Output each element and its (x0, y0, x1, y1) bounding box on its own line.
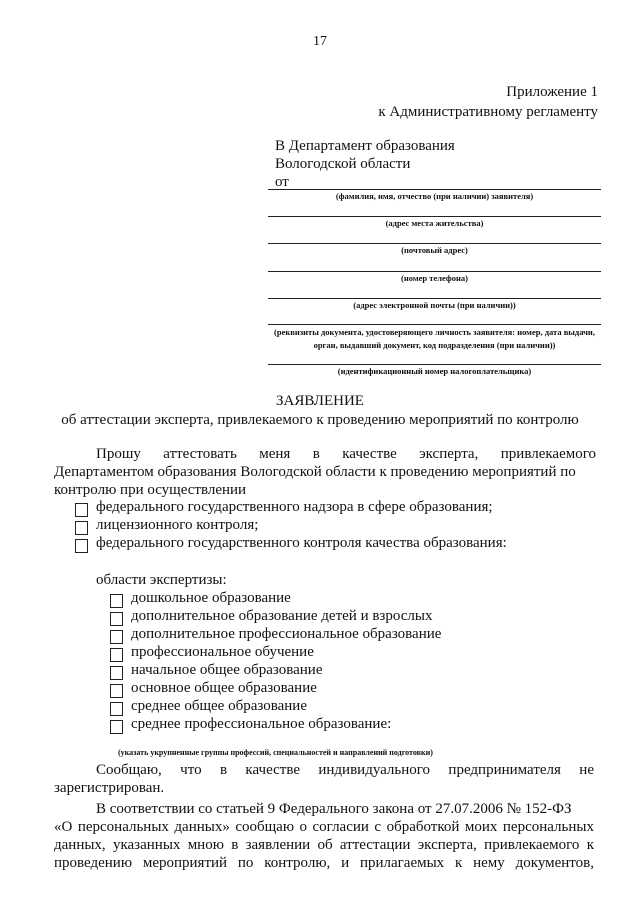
groups-note: (указать укрупненные группы профессий, специальностей и направлений подготовки) (118, 748, 433, 757)
inn-line (268, 364, 601, 365)
id-doc-caption: (реквизиты документа, удостоверяющего личность заявителя: номер, дата выдачи, орган, выдавший документ, код подразделения (при наличии)) (274, 327, 595, 350)
expertise-option-4: профессиональное обучение (131, 644, 314, 660)
expertise-option-6: основное общее образование (131, 680, 317, 696)
document-title: ЗАЯВЛЕНИЕ (276, 393, 364, 409)
request-line-1: Прошу аттестовать меня в качестве эксперта, привлекаемого (96, 446, 596, 462)
address-line (268, 216, 601, 217)
expertise-checkbox-6[interactable] (110, 684, 123, 698)
request-line-2: Департаментом образования Вологодской области к проведению мероприятий по (54, 464, 576, 480)
expertise-checkbox-5[interactable] (110, 666, 123, 680)
control-checkbox-2[interactable] (75, 521, 88, 535)
expertise-option-1: дошкольное образование (131, 590, 291, 606)
control-checkbox-1[interactable] (75, 503, 88, 517)
inn-caption: (идентификационный номер налогоплательщика) (337, 366, 532, 376)
expertise-option-3: дополнительное профессиональное образование (131, 626, 442, 642)
email-caption: (адрес электронной почты (при наличии)) (353, 300, 516, 310)
expertise-label: области экспертизы: (96, 572, 227, 588)
control-option-2: лицензионного контроля; (96, 517, 259, 533)
expertise-option-7: среднее общее образование (131, 698, 307, 714)
consent-line-1: В соответствии со статьей 9 Федерального закона от 27.07.2006 № 152-ФЗ (96, 801, 572, 817)
consent-line-2: «О персональных данных» сообщаю о согласии с обработкой моих персональных (54, 819, 594, 835)
ip-line-2: зарегистрирован. (54, 780, 165, 796)
phone-line (268, 271, 601, 272)
addressee-line-2: Вологодской области (275, 156, 411, 172)
fio-line (268, 189, 601, 190)
document-subtitle: об аттестации эксперта, привлекаемого к проведению мероприятий по контролю (61, 412, 579, 428)
addressee-line-1: В Департамент образования (275, 138, 455, 154)
id-doc-line (268, 324, 601, 325)
phone-caption: (номер телефона) (401, 273, 468, 283)
expertise-checkbox-4[interactable] (110, 648, 123, 662)
appendix-line-2: к Административному регламенту (378, 104, 598, 120)
postal-line (268, 243, 601, 244)
postal-caption: (почтовый адрес) (401, 245, 468, 255)
request-line-3: контролю при осуществлении (54, 482, 247, 498)
address-caption: (адрес места жительства) (385, 218, 484, 228)
control-checkbox-3[interactable] (75, 539, 88, 553)
expertise-checkbox-8[interactable] (110, 720, 123, 734)
consent-line-3: данных, указанных мною в заявлении об аттестации эксперта, привлекаемого к (54, 837, 594, 853)
consent-line-4: проведению мероприятий по контролю, и прилагаемых к нему документов, (54, 855, 594, 871)
from-label: от (275, 174, 289, 190)
expertise-option-2: дополнительное образование детей и взрослых (131, 608, 433, 624)
page-number: 17 (313, 34, 327, 49)
expertise-checkbox-1[interactable] (110, 594, 123, 608)
fio-caption: (фамилия, имя, отчество (при наличии) заявителя) (335, 191, 534, 201)
expertise-checkbox-2[interactable] (110, 612, 123, 626)
control-option-3: федерального государственного контроля качества образования: (96, 535, 507, 551)
expertise-checkbox-3[interactable] (110, 630, 123, 644)
ip-line-1: Сообщаю, что в качестве индивидуального предпринимателя не (96, 762, 594, 778)
email-line (268, 298, 601, 299)
expertise-option-8: среднее профессиональное образование: (131, 716, 392, 732)
control-option-1: федерального государственного надзора в сфере образования; (96, 499, 493, 515)
expertise-option-5: начальное общее образование (131, 662, 323, 678)
expertise-checkbox-7[interactable] (110, 702, 123, 716)
appendix-line-1: Приложение 1 (506, 84, 598, 100)
